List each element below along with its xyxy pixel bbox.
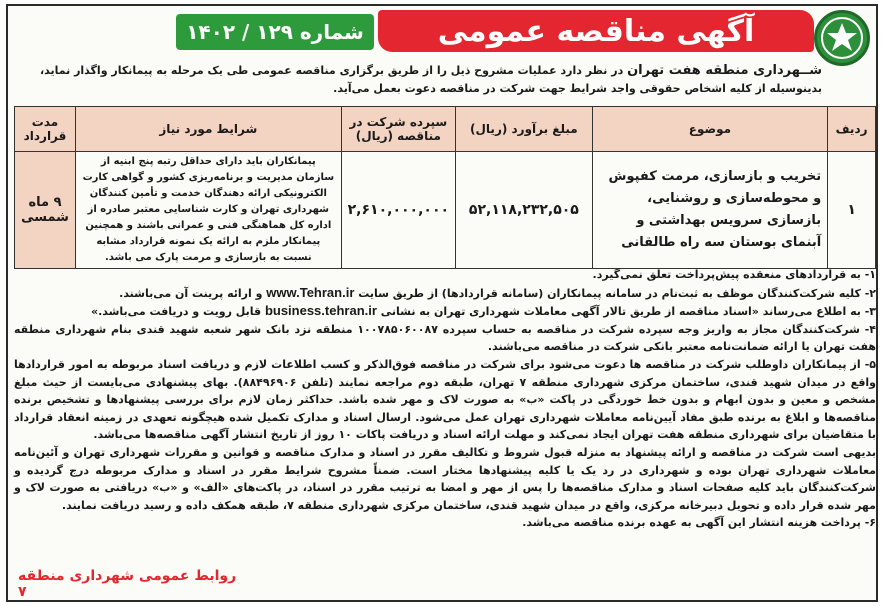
note-item — [14, 302, 876, 321]
header-row-number: ردیف — [828, 107, 876, 152]
note-text: ۵- از پیمانکاران داوطلب شرکت در مناقصه ها دعوت می‌شود برای شرکت در مناقصه فوق‌الذکر و کسب اطلاعات لازم و دریافت اسناد مربوطه به امور قراردادها واقع در میدان شهید قندی، ساختمان مرکزی شهرداری منطقه ۷ تهران، طبقه دوم مراجعه نمایند (تلفن ۸۸۴۹۶۹۰۶). بهای پیشنهادی می‌بایست از حیث مبلغ مشخص و معین و بدون ابهام و بدون خط خوردگی در پاکت «ب» به صورت لاک و مهر شده باشد. حداکثر زمان لازم برای بررسی پیشنهادها و تشخیص برنده مناقصه‌ها و ابلاغ به برنده طبق مفاد آیین‌نامه معاملات شهرداری تهران عمل می‌شود. ارسال اسناد و مدارک تکمیل شده هیچگونه تعهدی در زمینه انعقاد قرارداد با متقاضیان برای شهرداری منطقه هفت تهران ایجاد نمی‌کند و مهلت ارائه اسناد و دریافت پاکات ۱۰ روز از تاریخ انتشار آگهی مناقصه‌ها می‌باشد. — [14, 357, 876, 442]
table-row — [15, 152, 876, 269]
row-duration: ۹ ماه شمسی — [15, 152, 76, 269]
public-relations-signature: روابط عمومی شهرداری منطقه ۷ — [18, 568, 237, 600]
note-text: ۱- به قراردادهای منعقده پیش‌پرداخت تعلق نمی‌گیرد. — [592, 268, 876, 281]
page-title: آگهی مناقصه عمومی — [437, 13, 755, 49]
note-item — [14, 266, 876, 284]
note-item — [14, 284, 876, 303]
note-item — [14, 444, 876, 514]
note-text: بدیهی است شرکت در مناقصه و ارائه پیشنهاد به منزله قبول شروط و تکالیف مقرر در اسناد و مدارک مناقصه و قوانین و مقررات شهرداری تهران و آئین‌نامه معاملات شهرداری تهران بوده و شهرداری در رد یک یا کلیه پیشنهادها مختار است. ضمناً مشروح شرایط مقرر در اسناد و مدارک مربوطه درج گردیده و شرکت‌کنندگان باید کلیه صفحات اسناد و مدارک مناقصه‌ها را پس از مهر و امضا به ترتیب مقرر در اسناد، در پاکت‌های «الف» و «ب» دریافتی به صورت لاک و مهر شده قرار داده و تحویل دبیرخانه مرکزی، واقع در میدان شهید قندی، ساختمان مرکزی شهرداری منطقه ۷، طبقه همکف داده و رسید دریافت نمایند. — [14, 445, 876, 512]
note-tail: قابل رویت و دریافت می‌باشد.» — [90, 305, 262, 319]
municipality-emblem-icon — [817, 13, 867, 63]
intro-lead: شــهرداری منطقه هفت تهران — [627, 63, 822, 78]
title-banner — [378, 10, 814, 52]
table-header-row — [15, 107, 876, 152]
note-item — [14, 514, 876, 532]
note-text: ۶- پرداخت هزینه انتشار این آگهی به عهده برنده مناقصه می‌باشد. — [522, 516, 876, 530]
note-tail: و ارائه پرینت آن می‌باشند. — [119, 286, 263, 300]
header-subject: موضوع — [592, 107, 827, 152]
header-deposit: سپرده شرکت در مناقصه (ریال) — [341, 107, 455, 152]
note-item — [14, 321, 876, 356]
row-estimate: ۵۲,۱۱۸,۲۳۲,۵۰۵ — [456, 152, 593, 269]
intro-text: در نظر دارد عملیات مشروح ذیل را از طریق برگزاری مناقصه عمومی طی یک مرحله به پیمانکار واگذار نماید، بدینوسیله از کلیه اشخاص حقوقی واجد شرایط جهت شرکت در مناقصه دعوت بعمل می‌آید. — [39, 64, 822, 95]
note-item — [14, 356, 876, 444]
row-subject: تخریب و بازسازی، مرمت کفپوش و محوطه‌سازی و روشنایی، بازسازی سرویس بهداشتی و آبنمای بوستان سه راه طالقانی — [592, 152, 827, 269]
header-duration: مدت قرارداد — [15, 107, 76, 152]
header-estimate: مبلغ برآورد (ریال) — [456, 107, 593, 152]
note-text: ۲- کلیه شرکت‌کنندگان موظف به ثبت‌نام در سامانه پیمانکاران (سامانه قراردادها) از طریق سایت — [358, 286, 876, 300]
note-text: ۳- به اطلاع می‌رساند «اسناد مناقصه از طریق تالار آگهی معاملات شهرداری تهران به نشانی — [380, 305, 876, 319]
row-conditions: پیمانکاران باید دارای حداقل رتبه پنج ابنیه از سازمان مدیریت و برنامه‌ریزی کشور و گواهی کارت الکترونیکی ارائه دهندگان خدمت و تأمین کنندگان شهرداری تهران و کارت شناسایی معتبر صادره از اداره کل هماهنگی فنی و عمرانی باشند و همچنین پیمانکار ملزم به ارائه یک نمونه قرارداد مشابه نسبت به بازسازی و مرمت پارک می باشد. — [76, 152, 342, 269]
municipality-logo — [814, 10, 870, 66]
row-deposit: ۲,۶۱۰,۰۰۰,۰۰۰ — [341, 152, 455, 269]
row-number: ۱ — [828, 152, 876, 269]
intro-paragraph — [14, 62, 822, 98]
notes-section — [14, 266, 876, 532]
tender-number-badge — [176, 14, 374, 50]
tender-number: شماره ۱۲۹ / ۱۴۰۲ — [186, 20, 364, 44]
note-text: ۴- شرکت‌کنندگان مجاز به واریز وجه سپرده شرکت در مناقصه به حساب سپرده ۱۰۰۷۸۵۰۶۰۰۸۷ منطقه نزد بانک شهر شعبه شهید قندی بنام شهرداری منطقه هفت تهران یا ارائه ضمانت‌نامه معتبر بانکی شرکت در مناقصه می‌باشند. — [14, 322, 876, 354]
tehran-site-link[interactable]: www.Tehran.ir — [266, 284, 355, 300]
business-site-link[interactable]: business.tehran.ir — [264, 303, 377, 319]
header-conditions: شرایط مورد نیاز — [76, 107, 342, 152]
tender-table — [14, 106, 876, 269]
